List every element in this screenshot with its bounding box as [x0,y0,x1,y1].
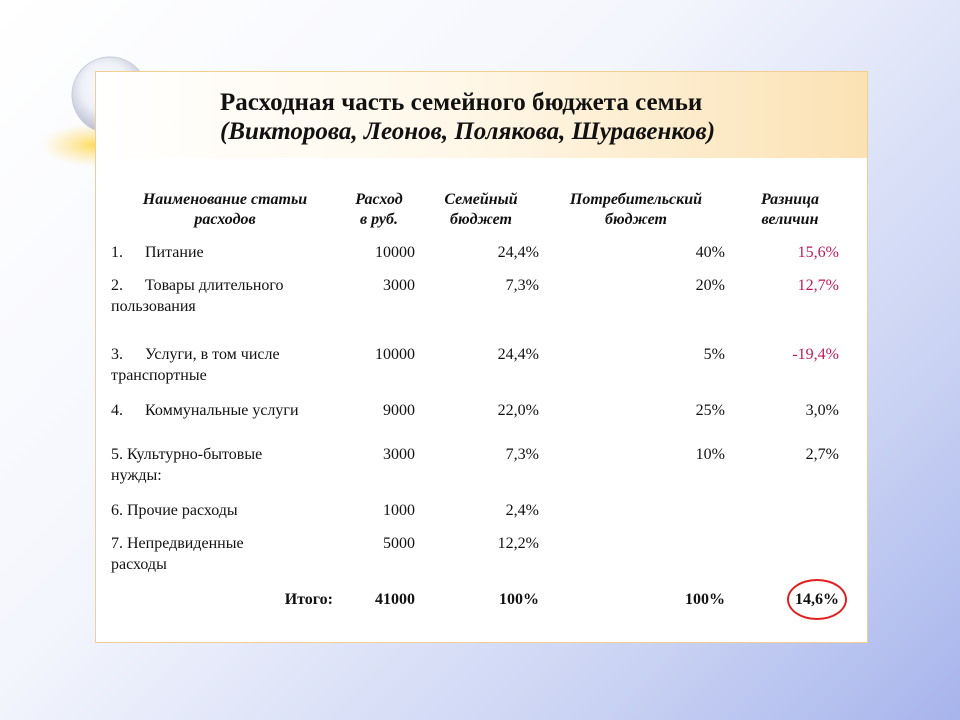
table-row: 7. Непредвиденные расходы 5000 12,2% [111,533,851,589]
header-difference: Разница величин [760,191,820,228]
title-line-2: (Викторова, Леонов, Полякова, Шуравенков) [220,118,716,145]
budget-table [111,190,851,619]
header-expense: Расход в руб. [355,191,403,228]
table-row: 2. Товары длительного пользования 3000 7,3% 20% 12,7% [111,275,851,344]
difference-cell: 2,7% [805,446,839,463]
total-family: 100% [499,591,539,608]
total-row [111,589,851,619]
difference-cell: -19,4% [792,346,839,363]
header-name: Наименование статьи расходов [142,191,308,228]
table-row: 6. Прочие расходы 1000 2,4% [111,500,851,533]
header-family-budget: Семейный бюджет [444,191,518,228]
table-row: 4. Коммунальные услуги 9000 22,0% 25% 3,0% [111,400,851,444]
difference-cell: 3,0% [805,402,839,419]
table-row: 1. Питание 10000 24,4% 40% 15,6% [111,242,851,275]
title-line-1: Расходная часть семейного бюджета семьи [220,89,703,116]
budget-card [95,71,868,643]
table-header-row [111,190,851,242]
page-title [220,88,715,146]
total-label: Итого: [284,591,333,608]
total-consumer: 100% [685,591,725,608]
total-expense: 41000 [375,591,415,608]
total-difference-circled: 14,6% [787,579,847,620]
difference-cell: 15,6% [797,244,839,261]
table-row: 3. Услуги, в том числе транспортные 10000 24,4% 5% -19,4% [111,344,851,400]
header-consumer-budget: Потребительский бюджет [569,191,703,228]
difference-cell: 12,7% [797,277,839,294]
difference-cell [729,533,851,589]
table-row: 5. Культурно-бытовые нужды: 3000 7,3% 10% 2,7% [111,444,851,500]
difference-cell [729,500,851,533]
